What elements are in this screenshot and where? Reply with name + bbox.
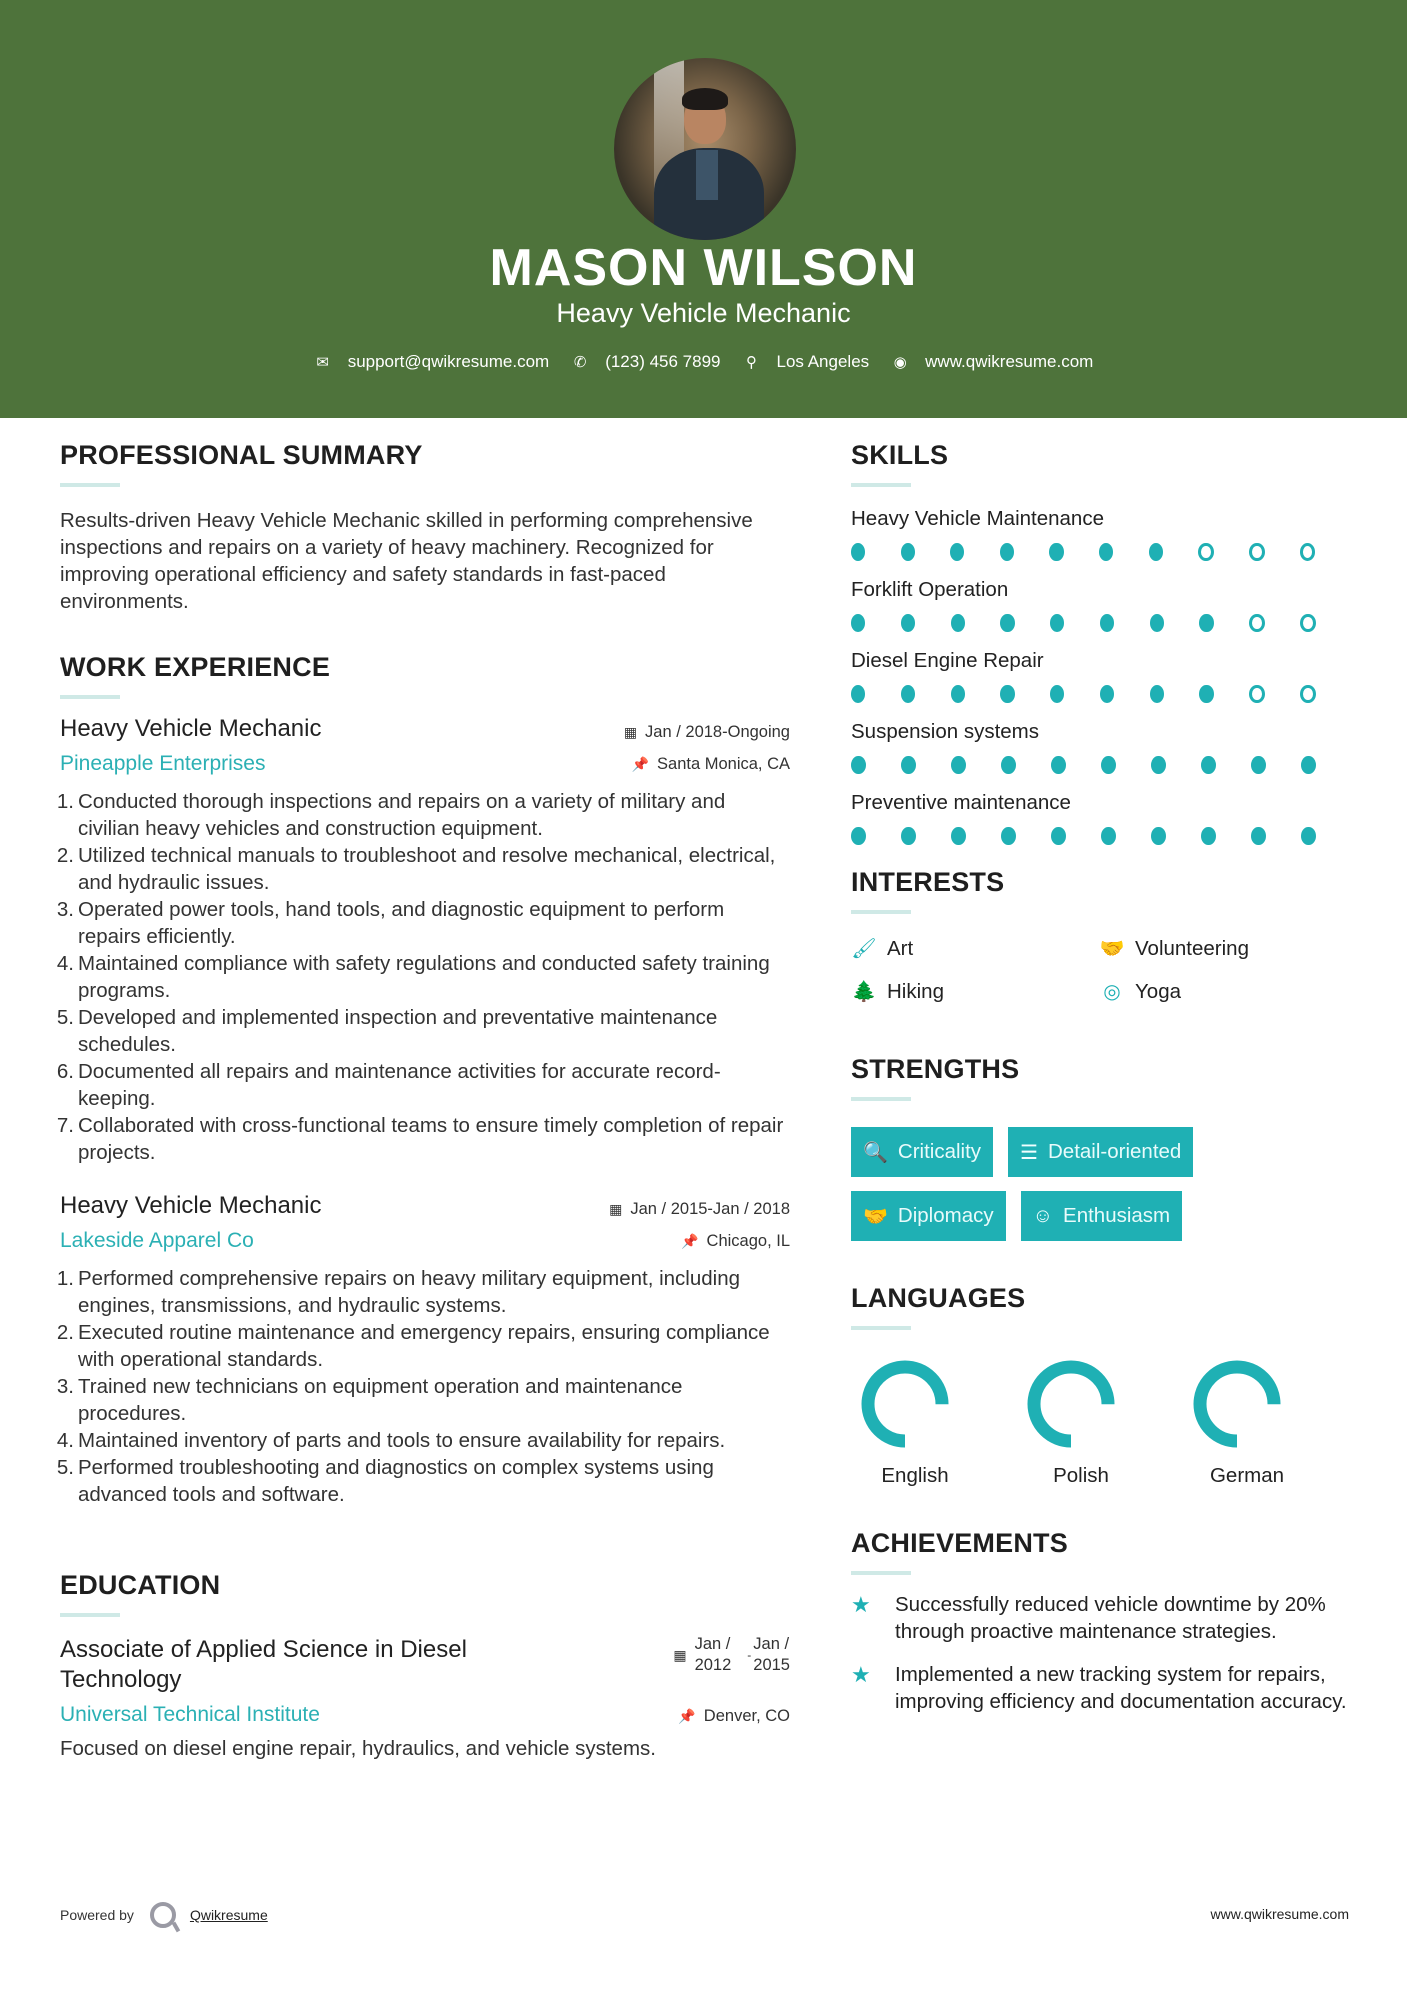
- smile-icon: ☺: [1032, 1204, 1054, 1227]
- interest-item: ◎ Yoga: [1099, 979, 1339, 1004]
- section-title: LANGUAGES: [851, 1283, 1026, 1313]
- rating-dot-filled: [901, 543, 915, 561]
- contact-email[interactable]: ✉ support@qwikresume.com: [314, 352, 550, 372]
- experience-section: [56, 652, 790, 1508]
- calendar-icon: ▦: [609, 1201, 623, 1217]
- handshake-icon: 🤝: [863, 1205, 888, 1228]
- rating-dot-filled: [1101, 756, 1116, 774]
- candidate-name: MASON WILSON: [489, 239, 918, 297]
- rating-dot-filled: [1199, 685, 1213, 703]
- pushpin-icon: 📌: [631, 756, 650, 772]
- bullet-item: 4. Maintained inventory of parts and tools to ensure availability for repairs.: [56, 1429, 726, 1452]
- search-icon: 🔍: [863, 1141, 888, 1164]
- skill-name: Forklift Operation: [851, 578, 1009, 601]
- section-title: ACHIEVEMENTS: [851, 1528, 1068, 1558]
- pushpin-icon: 📌: [678, 1708, 696, 1724]
- section-underline: [851, 1571, 911, 1575]
- job-location: 📌 Santa Monica, CA: [631, 755, 790, 773]
- job-title: Heavy Vehicle Mechanic: [60, 1192, 322, 1219]
- calendar-icon: ▦: [673, 1646, 687, 1663]
- rating-dot-filled: [1099, 543, 1113, 561]
- calendar-icon: ▦: [623, 724, 638, 740]
- job-dates: ▦ Jan / 2015-Jan / 2018: [609, 1200, 790, 1218]
- company-name: Pineapple Enterprises: [60, 752, 266, 775]
- company-name: Lakeside Apparel Co: [60, 1229, 254, 1252]
- language-ring-icon: [859, 1358, 951, 1450]
- rating-dot-filled: [1251, 827, 1266, 845]
- rating-dot-filled: [1150, 614, 1164, 632]
- bullet-item: 4. Maintained compliance with safety regulations and conducted safety training programs.: [56, 952, 770, 1002]
- rating-dot-empty: [1249, 543, 1264, 561]
- rating-dot-filled: [901, 685, 915, 703]
- rating-dot-empty: [1249, 685, 1265, 703]
- star-icon: ★: [851, 1662, 871, 1687]
- rating-dot-filled: [901, 756, 916, 774]
- language-ring-icon: [1025, 1358, 1117, 1450]
- job-entry: [56, 1192, 790, 1508]
- job-title: Heavy Vehicle Mechanic: [60, 715, 322, 742]
- section-underline: [60, 1613, 120, 1617]
- rating-dot-filled: [951, 756, 966, 774]
- rating-dot-filled: [950, 543, 964, 561]
- list-icon: ☰: [1020, 1141, 1038, 1164]
- bullet-item: 2. Utilized technical manuals to troubleshoot and resolve mechanical, electrical, and hydraulic issues.: [56, 844, 776, 894]
- left-column: [56, 440, 790, 1762]
- bullet-item: 3. Trained new technicians on equipment operation and maintenance procedures.: [56, 1375, 683, 1425]
- achievement-item: ★ Implemented a new tracking system for repairs, improving efficiency and documentation accuracy.: [851, 1662, 1347, 1713]
- skills-section: [851, 440, 1351, 845]
- profile-photo: [614, 58, 796, 240]
- rating-dot-filled: [951, 827, 966, 845]
- education-description: Focused on diesel engine repair, hydraulics, and vehicle systems.: [60, 1737, 656, 1760]
- skill-item: [851, 578, 1351, 632]
- education-section: [60, 1570, 790, 1762]
- rating-dot-filled: [1151, 827, 1166, 845]
- phone-icon: ✆: [573, 354, 587, 371]
- achievements-section: [851, 1528, 1351, 1715]
- skill-item: [851, 720, 1351, 774]
- life-ring-icon: ◎: [1103, 981, 1121, 1003]
- rating-dot-empty: [1249, 614, 1265, 632]
- language-name: English: [881, 1464, 949, 1487]
- summary-section: [60, 440, 790, 615]
- strength-tag: 🔍 Criticality: [851, 1127, 993, 1177]
- qwikresume-logo-icon: [150, 1902, 176, 1928]
- qwikresume-link[interactable]: Qwikresume: [189, 1907, 268, 1923]
- skill-rating: [851, 685, 1351, 703]
- job-bullets: [56, 788, 790, 1166]
- bullet-item: 6. Documented all repairs and maintenance activities for accurate record-keeping.: [56, 1060, 721, 1110]
- skills-list: [851, 507, 1351, 845]
- rating-dot-filled: [901, 827, 916, 845]
- language-name: German: [1209, 1464, 1285, 1487]
- section-title: WORK EXPERIENCE: [60, 652, 331, 682]
- rating-dot-filled: [1049, 543, 1063, 561]
- star-icon: ★: [851, 1592, 871, 1617]
- skill-rating: [851, 543, 1351, 561]
- rating-dot-filled: [1001, 827, 1016, 845]
- rating-dot-empty: [1300, 685, 1316, 703]
- language-name: Polish: [1053, 1464, 1109, 1487]
- rating-dot-filled: [1151, 756, 1166, 774]
- job-location: 📌 Chicago, IL: [681, 1232, 790, 1250]
- handshake-icon: 🤝: [1099, 938, 1125, 960]
- skill-rating: [851, 614, 1351, 632]
- envelope-icon: ✉: [316, 354, 329, 371]
- interest-item: 🖌 Art: [851, 936, 914, 960]
- rating-dot-filled: [1051, 756, 1066, 774]
- section-underline: [851, 1097, 911, 1101]
- rating-dot-filled: [851, 614, 865, 632]
- rating-dot-filled: [901, 614, 915, 632]
- rating-dot-filled: [951, 614, 965, 632]
- skill-name: Suspension systems: [851, 720, 1040, 743]
- skill-name: Preventive maintenance: [851, 791, 1071, 814]
- rating-dot-filled: [1000, 543, 1014, 561]
- strength-tag: ☰ Detail-oriented: [1008, 1127, 1193, 1177]
- rating-dot-filled: [1100, 685, 1114, 703]
- contact-location: ⚲ Los Angeles: [743, 352, 870, 372]
- rating-dot-filled: [1101, 827, 1116, 845]
- rating-dot-filled: [851, 543, 865, 561]
- job-bullets: [56, 1265, 790, 1508]
- language-ring-icon: [1191, 1358, 1283, 1450]
- section-title: PROFESSIONAL SUMMARY: [60, 440, 423, 470]
- bullet-item: 1. Performed comprehensive repairs on heavy military equipment, including engines, transmissions, and hydraulic systems.: [56, 1267, 741, 1317]
- rating-dot-filled: [1251, 756, 1266, 774]
- languages-list: [851, 1358, 1351, 1488]
- rating-dot-filled: [1301, 756, 1316, 774]
- section-underline: [60, 483, 120, 487]
- rating-dot-filled: [951, 685, 965, 703]
- languages-section: [851, 1283, 1351, 1488]
- summary-text: Results-driven Heavy Vehicle Mechanic skilled in performing comprehensive inspections and repairs on a variety of heavy machinery. Recognized for improving operational efficiency and safety standards in fast-paced environments.: [60, 509, 753, 613]
- language-item: [1183, 1358, 1349, 1488]
- rating-dot-empty: [1300, 543, 1315, 561]
- rating-dot-empty: [1300, 614, 1316, 632]
- contact-bar: [0, 352, 1407, 372]
- section-underline: [851, 910, 911, 914]
- interests-section: [851, 867, 1351, 1004]
- map-marker-icon: ⚲: [746, 354, 758, 371]
- skill-name: Heavy Vehicle Maintenance: [851, 507, 1104, 530]
- skill-item: [851, 507, 1351, 561]
- rating-dot-filled: [1001, 756, 1016, 774]
- candidate-title: Heavy Vehicle Mechanic: [556, 298, 851, 328]
- rating-dot-filled: [1100, 614, 1114, 632]
- skill-rating: [851, 827, 1351, 845]
- strength-tag: ☺ Enthusiasm: [1021, 1191, 1183, 1241]
- job-entry: [56, 715, 790, 1166]
- job-dates: ▦ Jan / 2018-Ongoing: [623, 723, 790, 741]
- rating-dot-empty: [1198, 543, 1213, 561]
- rating-dot-filled: [1149, 543, 1163, 561]
- bullet-item: 7. Collaborated with cross-functional teams to ensure timely completion of repair projects.: [56, 1114, 784, 1164]
- rating-dot-filled: [1199, 614, 1213, 632]
- rating-dot-filled: [851, 827, 866, 845]
- rating-dot-filled: [1150, 685, 1164, 703]
- rating-dot-filled: [1050, 614, 1064, 632]
- skill-name: Diesel Engine Repair: [851, 649, 1044, 672]
- rating-dot-filled: [1201, 827, 1216, 845]
- section-underline: [851, 1326, 911, 1330]
- bullet-item: 2. Executed routine maintenance and emergency repairs, ensuring compliance with operational standards.: [56, 1321, 770, 1371]
- pushpin-icon: 📌: [681, 1233, 699, 1249]
- section-underline: [60, 695, 120, 699]
- contact-phone[interactable]: ✆ (123) 456 7899: [571, 352, 720, 372]
- interest-item: 🤝 Volunteering: [1099, 936, 1249, 960]
- skill-rating: [851, 756, 1351, 774]
- strengths-list: [851, 1127, 1351, 1241]
- bullet-item: 5. Developed and implemented inspection and preventative maintenance schedules.: [56, 1006, 718, 1056]
- skill-item: [851, 649, 1351, 703]
- section-title: STRENGTHS: [851, 1054, 1020, 1084]
- school-name: Universal Technical Institute: [60, 1703, 320, 1726]
- footer-website[interactable]: www.qwikresume.com: [1210, 1906, 1349, 1922]
- footer-powered-by: Powered by Qwikresume: [60, 1902, 268, 1928]
- paintbrush-icon: 🖌: [851, 938, 877, 960]
- degree-title: Associate of Applied Science in Diesel Technology: [60, 1636, 467, 1693]
- rating-dot-filled: [1301, 827, 1316, 845]
- section-title: INTERESTS: [851, 867, 1005, 897]
- section-title: EDUCATION: [60, 1570, 221, 1600]
- strength-tag: 🤝 Diplomacy: [851, 1191, 1006, 1241]
- rating-dot-filled: [1000, 614, 1014, 632]
- rating-dot-filled: [851, 685, 865, 703]
- resume-header: [0, 0, 1407, 418]
- bullet-item: 3. Operated power tools, hand tools, and diagnostic equipment to perform repairs efficiently.: [56, 898, 725, 948]
- rating-dot-filled: [1051, 827, 1066, 845]
- achievement-item: ★ Successfully reduced vehicle downtime by 20% through proactive maintenance strategies.: [851, 1592, 1326, 1643]
- bullet-item: 1. Conducted thorough inspections and repairs on a variety of military and civilian heavy vehicles and construction equipment.: [56, 790, 726, 840]
- strengths-section: [851, 1054, 1351, 1241]
- rating-dot-filled: [1050, 685, 1064, 703]
- globe-icon: ◉: [893, 354, 907, 371]
- right-column: [851, 440, 1351, 1715]
- skill-item: [851, 791, 1351, 845]
- rating-dot-filled: [1000, 685, 1014, 703]
- contact-website[interactable]: ◉ www.qwikresume.com: [891, 352, 1093, 372]
- rating-dot-filled: [1201, 756, 1216, 774]
- interests-grid: [851, 936, 1351, 1004]
- tree-icon: 🌲: [851, 981, 877, 1003]
- education-location: 📌 Denver, CO: [678, 1707, 790, 1725]
- interest-item: 🌲 Hiking: [851, 979, 944, 1003]
- section-underline: [851, 483, 911, 487]
- bullet-item: 5. Performed troubleshooting and diagnostics on complex systems using advanced tools and software.: [56, 1456, 714, 1506]
- education-dates: ▦ Jan / 2012 - Jan / 2015: [673, 1635, 790, 1674]
- rating-dot-filled: [851, 756, 866, 774]
- section-title: SKILLS: [851, 440, 949, 470]
